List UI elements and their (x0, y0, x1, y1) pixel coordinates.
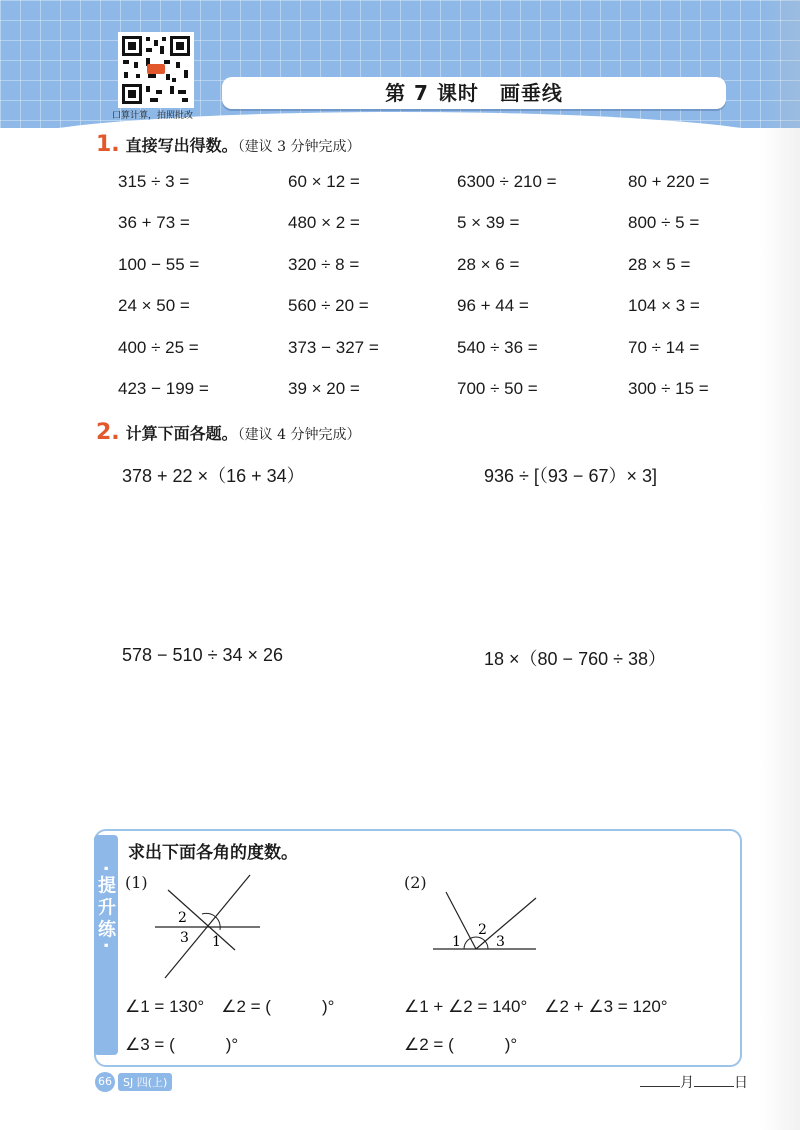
oral-item[interactable]: 423 − 199 = (118, 379, 209, 398)
qr-code-icon[interactable] (118, 32, 194, 108)
section2-heading (96, 420, 361, 445)
part2-question[interactable]: ∠2 = ( )° (404, 1035, 518, 1054)
oral-item[interactable]: 6300 ÷ 210 = (457, 172, 557, 191)
day-blank[interactable] (694, 1074, 734, 1087)
section2-title: 计算下面各题。 (125, 424, 238, 443)
part2-label: (2) (404, 873, 427, 892)
oral-item[interactable]: 70 ÷ 14 = (628, 338, 700, 357)
qr-caption: 口算计算，拍照批改 (112, 111, 194, 121)
calc-problem-4[interactable]: 18 ×（80 − 760 ÷ 38） (484, 649, 667, 669)
page-number: 66 (95, 1072, 115, 1092)
oral-item[interactable]: 700 ÷ 50 = (457, 379, 538, 398)
oral-item[interactable]: 400 ÷ 25 = (118, 338, 199, 357)
month-blank[interactable] (640, 1074, 680, 1087)
oral-item[interactable]: 540 ÷ 36 = (457, 338, 538, 357)
figure2-angle-label-2: 2 (478, 922, 487, 938)
figure1-angle-label-1: 1 (212, 934, 221, 950)
lesson-title: 第 7 课时 画垂线 (222, 77, 726, 109)
improve-side-label: ·提升练· (95, 865, 116, 953)
figure2-angle-label-1: 1 (452, 934, 461, 950)
figure2-ray-left (446, 892, 476, 949)
figure2-angle-arc (464, 937, 488, 949)
book-label: SJ 四(上) (118, 1073, 172, 1091)
calc-problem-2[interactable]: 936 ÷ [（93 − 67）× 3] (484, 466, 657, 486)
oral-item[interactable]: 28 × 6 = (457, 255, 520, 274)
oral-item[interactable]: 560 ÷ 20 = (288, 296, 369, 315)
section2-hint: （建议 4 分钟完成） (237, 427, 361, 443)
month-label: 月 (680, 1075, 694, 1091)
oral-item[interactable]: 96 + 44 = (457, 296, 529, 315)
angle-figure-1 (150, 870, 270, 982)
oral-item[interactable]: 480 × 2 = (288, 213, 360, 232)
oral-item[interactable]: 315 ÷ 3 = (118, 172, 190, 191)
oral-item[interactable]: 104 × 3 = (628, 296, 700, 315)
oral-item[interactable]: 60 × 12 = (288, 172, 360, 191)
oral-item[interactable]: 300 ÷ 15 = (628, 379, 709, 398)
oral-item[interactable]: 39 × 20 = (288, 379, 360, 398)
angle-figure-2 (428, 890, 543, 955)
section1-number: 1. (96, 132, 120, 157)
calc-problem-3[interactable]: 578 − 510 ÷ 34 × 26 (122, 645, 284, 665)
date-field[interactable] (640, 1072, 748, 1092)
improve-title: 求出下面各角的度数。 (128, 843, 298, 863)
part1-label: (1) (125, 873, 148, 892)
figure2-angle-label-3: 3 (496, 934, 505, 950)
section1-hint: （建议 3 分钟完成） (237, 139, 361, 155)
section1-title: 直接写出得数。 (125, 136, 238, 155)
improve-side-tab (94, 835, 118, 1055)
oral-item[interactable]: 800 ÷ 5 = (628, 213, 700, 232)
figure1-angle-label-2: 2 (178, 910, 187, 926)
section1-heading (96, 132, 361, 157)
oral-item[interactable]: 320 ÷ 8 = (288, 255, 360, 274)
oral-item[interactable]: 100 − 55 = (118, 255, 200, 274)
part2-given[interactable]: ∠1 + ∠2 = 140° ∠2 + ∠3 = 120° (404, 997, 668, 1016)
part1-question[interactable]: ∠3 = ( )° (125, 1035, 239, 1054)
oral-item[interactable]: 28 × 5 = (628, 255, 691, 274)
section2-number: 2. (96, 420, 120, 445)
oral-item[interactable]: 24 × 50 = (118, 296, 190, 315)
day-label: 日 (734, 1075, 748, 1091)
oral-item[interactable]: 36 + 73 = (118, 213, 190, 232)
oral-item[interactable]: 5 × 39 = (457, 213, 520, 232)
part1-given[interactable]: ∠1 = 130° ∠2 = ( )° (125, 997, 335, 1016)
figure1-angle-label-3: 3 (180, 930, 189, 946)
page-edge-shade (760, 0, 800, 1130)
oral-item[interactable]: 373 − 327 = (288, 338, 379, 357)
oral-item[interactable]: 80 + 220 = (628, 172, 710, 191)
calc-problem-1[interactable]: 378 + 22 ×（16 + 34） (122, 466, 305, 486)
